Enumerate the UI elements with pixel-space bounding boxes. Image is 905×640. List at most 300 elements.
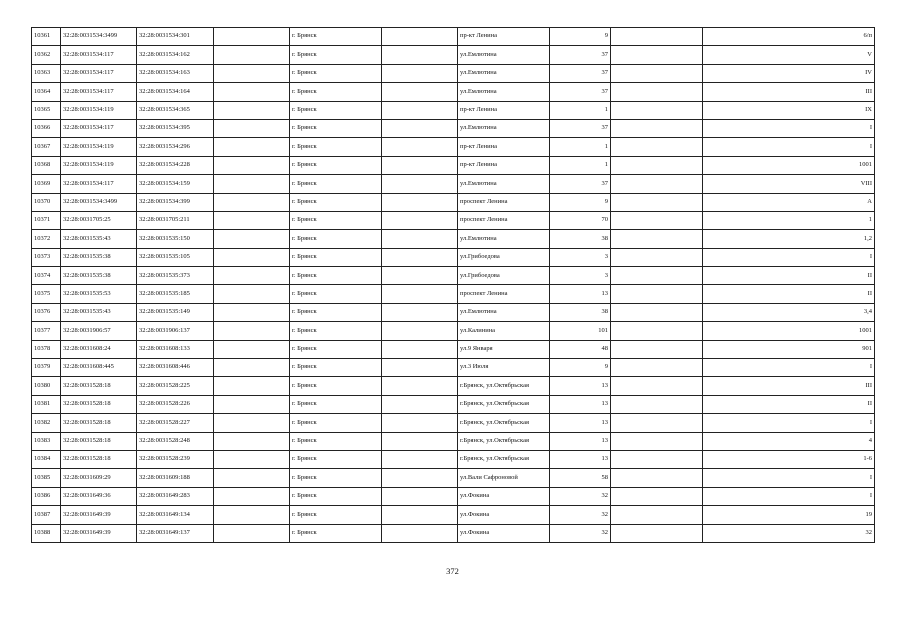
- parcel-cadastral-number-cell: 32:28:0031528:18: [61, 432, 137, 450]
- city-cell: г. Брянск: [290, 211, 382, 229]
- street-cell: проспект Ленина: [458, 211, 550, 229]
- premises-number-cell: 901: [703, 340, 875, 358]
- empty-cell: [214, 248, 290, 266]
- parcel-cadastral-number-cell: 32:28:0031609:29: [61, 469, 137, 487]
- empty-cell: [214, 156, 290, 174]
- object-cadastral-number-cell: 32:28:0031534:296: [137, 138, 214, 156]
- parcel-cadastral-number-cell: 32:28:0031528:18: [61, 377, 137, 395]
- parcel-cadastral-number-cell: 32:28:0031534:117: [61, 46, 137, 64]
- object-cadastral-number-cell: 32:28:0031528:248: [137, 432, 214, 450]
- empty-cell: [214, 469, 290, 487]
- document-page: [31, 27, 874, 543]
- empty-cell: [382, 101, 458, 119]
- empty-cell: [611, 267, 703, 285]
- object-cadastral-number-cell: 32:28:0031534:301: [137, 28, 214, 46]
- premises-number-cell: I: [703, 359, 875, 377]
- empty-cell: [611, 285, 703, 303]
- house-number-cell: 37: [550, 83, 611, 101]
- parcel-cadastral-number-cell: 32:28:0031534:3499: [61, 28, 137, 46]
- object-cadastral-number-cell: 32:28:0031649:283: [137, 487, 214, 505]
- house-number-cell: 13: [550, 432, 611, 450]
- page-number: 372: [446, 566, 459, 576]
- street-cell: г.Брянск, ул.Октябрьская: [458, 395, 550, 413]
- object-cadastral-number-cell: 32:28:0031535:373: [137, 267, 214, 285]
- row-number-cell: 10371: [32, 211, 61, 229]
- object-cadastral-number-cell: 32:28:0031534:163: [137, 64, 214, 82]
- empty-cell: [214, 267, 290, 285]
- empty-cell: [382, 303, 458, 321]
- city-cell: г. Брянск: [290, 83, 382, 101]
- house-number-cell: 37: [550, 46, 611, 64]
- table-row: [32, 340, 875, 358]
- row-number-cell: 10376: [32, 303, 61, 321]
- empty-cell: [382, 450, 458, 468]
- empty-cell: [382, 175, 458, 193]
- empty-cell: [611, 506, 703, 524]
- parcel-cadastral-number-cell: 32:28:0031528:18: [61, 450, 137, 468]
- city-cell: г. Брянск: [290, 469, 382, 487]
- row-number-cell: 10388: [32, 524, 61, 542]
- row-number-cell: 10369: [32, 175, 61, 193]
- empty-cell: [214, 83, 290, 101]
- object-cadastral-number-cell: 32:28:0031528:225: [137, 377, 214, 395]
- object-cadastral-number-cell: 32:28:0031906:137: [137, 322, 214, 340]
- street-cell: пр-кт Ленина: [458, 101, 550, 119]
- city-cell: г. Брянск: [290, 487, 382, 505]
- empty-cell: [214, 432, 290, 450]
- table-row: [32, 395, 875, 413]
- street-cell: ул.3 Июля: [458, 359, 550, 377]
- street-cell: ул.Калинина: [458, 322, 550, 340]
- house-number-cell: 32: [550, 506, 611, 524]
- empty-cell: [214, 28, 290, 46]
- object-cadastral-number-cell: 32:28:0031534:164: [137, 83, 214, 101]
- premises-number-cell: 6/п: [703, 28, 875, 46]
- city-cell: г. Брянск: [290, 303, 382, 321]
- object-cadastral-number-cell: 32:28:0031535:185: [137, 285, 214, 303]
- parcel-cadastral-number-cell: 32:28:0031528:18: [61, 414, 137, 432]
- object-cadastral-number-cell: 32:28:0031534:395: [137, 119, 214, 137]
- premises-number-cell: I: [703, 469, 875, 487]
- table-row: [32, 101, 875, 119]
- table-row: [32, 487, 875, 505]
- empty-cell: [382, 28, 458, 46]
- street-cell: ул.Грибоедова: [458, 248, 550, 266]
- empty-cell: [214, 340, 290, 358]
- empty-cell: [214, 175, 290, 193]
- empty-cell: [611, 175, 703, 193]
- empty-cell: [214, 193, 290, 211]
- empty-cell: [611, 138, 703, 156]
- empty-cell: [382, 506, 458, 524]
- house-number-cell: 32: [550, 524, 611, 542]
- house-number-cell: 58: [550, 469, 611, 487]
- object-cadastral-number-cell: 32:28:0031528:226: [137, 395, 214, 413]
- row-number-cell: 10372: [32, 230, 61, 248]
- table-row: [32, 267, 875, 285]
- row-number-cell: 10361: [32, 28, 61, 46]
- empty-cell: [214, 414, 290, 432]
- table-row: [32, 377, 875, 395]
- row-number-cell: 10387: [32, 506, 61, 524]
- house-number-cell: 37: [550, 119, 611, 137]
- empty-cell: [382, 46, 458, 64]
- premises-number-cell: 1001: [703, 156, 875, 174]
- empty-cell: [214, 322, 290, 340]
- house-number-cell: 101: [550, 322, 611, 340]
- empty-cell: [214, 285, 290, 303]
- parcel-cadastral-number-cell: 32:28:0031534:119: [61, 138, 137, 156]
- city-cell: г. Брянск: [290, 285, 382, 303]
- parcel-cadastral-number-cell: 32:28:0031534:119: [61, 156, 137, 174]
- empty-cell: [214, 46, 290, 64]
- table-row: [32, 450, 875, 468]
- street-cell: ул.Емлютина: [458, 230, 550, 248]
- table-row: [32, 469, 875, 487]
- street-cell: ул.Емлютина: [458, 303, 550, 321]
- empty-cell: [611, 156, 703, 174]
- house-number-cell: 38: [550, 230, 611, 248]
- table-row: [32, 303, 875, 321]
- city-cell: г. Брянск: [290, 193, 382, 211]
- empty-cell: [611, 487, 703, 505]
- empty-cell: [611, 83, 703, 101]
- row-number-cell: 10383: [32, 432, 61, 450]
- parcel-cadastral-number-cell: 32:28:0031534:117: [61, 175, 137, 193]
- empty-cell: [382, 64, 458, 82]
- empty-cell: [611, 432, 703, 450]
- empty-cell: [611, 414, 703, 432]
- empty-cell: [382, 395, 458, 413]
- empty-cell: [611, 322, 703, 340]
- city-cell: г. Брянск: [290, 230, 382, 248]
- empty-cell: [611, 248, 703, 266]
- empty-cell: [611, 211, 703, 229]
- table-row: [32, 175, 875, 193]
- empty-cell: [214, 506, 290, 524]
- row-number-cell: 10366: [32, 119, 61, 137]
- row-number-cell: 10386: [32, 487, 61, 505]
- parcel-cadastral-number-cell: 32:28:0031534:119: [61, 101, 137, 119]
- table-row: [32, 414, 875, 432]
- premises-number-cell: 3,4: [703, 303, 875, 321]
- cadastral-table: [31, 27, 875, 543]
- empty-cell: [611, 193, 703, 211]
- table-row: [32, 432, 875, 450]
- house-number-cell: 3: [550, 267, 611, 285]
- house-number-cell: 1: [550, 101, 611, 119]
- table-row: [32, 506, 875, 524]
- empty-cell: [214, 230, 290, 248]
- object-cadastral-number-cell: 32:28:0031535:105: [137, 248, 214, 266]
- parcel-cadastral-number-cell: 32:28:0031534:117: [61, 64, 137, 82]
- empty-cell: [214, 377, 290, 395]
- street-cell: пр-кт Ленина: [458, 28, 550, 46]
- street-cell: проспект Ленина: [458, 285, 550, 303]
- table-row: [32, 248, 875, 266]
- empty-cell: [214, 487, 290, 505]
- street-cell: г.Брянск, ул.Октябрьская: [458, 432, 550, 450]
- parcel-cadastral-number-cell: 32:28:0031534:3499: [61, 193, 137, 211]
- parcel-cadastral-number-cell: 32:28:0031705:25: [61, 211, 137, 229]
- object-cadastral-number-cell: 32:28:0031649:137: [137, 524, 214, 542]
- parcel-cadastral-number-cell: 32:28:0031535:53: [61, 285, 137, 303]
- street-cell: г.Брянск, ул.Октябрьская: [458, 414, 550, 432]
- street-cell: г.Брянск, ул.Октябрьская: [458, 450, 550, 468]
- parcel-cadastral-number-cell: 32:28:0031535:38: [61, 267, 137, 285]
- city-cell: г. Брянск: [290, 46, 382, 64]
- table-body: [32, 28, 875, 543]
- empty-cell: [382, 377, 458, 395]
- house-number-cell: 1: [550, 138, 611, 156]
- premises-number-cell: VIII: [703, 175, 875, 193]
- parcel-cadastral-number-cell: 32:28:0031534:117: [61, 83, 137, 101]
- city-cell: г. Брянск: [290, 28, 382, 46]
- empty-cell: [382, 432, 458, 450]
- object-cadastral-number-cell: 32:28:0031608:446: [137, 359, 214, 377]
- empty-cell: [611, 377, 703, 395]
- house-number-cell: 13: [550, 285, 611, 303]
- object-cadastral-number-cell: 32:28:0031609:188: [137, 469, 214, 487]
- parcel-cadastral-number-cell: 32:28:0031649:36: [61, 487, 137, 505]
- object-cadastral-number-cell: 32:28:0031608:133: [137, 340, 214, 358]
- premises-number-cell: I: [703, 138, 875, 156]
- premises-number-cell: II: [703, 395, 875, 413]
- street-cell: ул.Фокина: [458, 506, 550, 524]
- premises-number-cell: 19: [703, 506, 875, 524]
- house-number-cell: 37: [550, 64, 611, 82]
- row-number-cell: 10370: [32, 193, 61, 211]
- row-number-cell: 10382: [32, 414, 61, 432]
- parcel-cadastral-number-cell: 32:28:0031528:18: [61, 395, 137, 413]
- street-cell: ул.Грибоедова: [458, 267, 550, 285]
- premises-number-cell: II: [703, 267, 875, 285]
- row-number-cell: 10362: [32, 46, 61, 64]
- row-number-cell: 10374: [32, 267, 61, 285]
- table-row: [32, 28, 875, 46]
- house-number-cell: 9: [550, 193, 611, 211]
- table-row: [32, 119, 875, 137]
- house-number-cell: 13: [550, 414, 611, 432]
- row-number-cell: 10364: [32, 83, 61, 101]
- empty-cell: [214, 119, 290, 137]
- table-row: [32, 83, 875, 101]
- city-cell: г. Брянск: [290, 524, 382, 542]
- row-number-cell: 10380: [32, 377, 61, 395]
- house-number-cell: 13: [550, 395, 611, 413]
- table-row: [32, 46, 875, 64]
- object-cadastral-number-cell: 32:28:0031649:134: [137, 506, 214, 524]
- parcel-cadastral-number-cell: 32:28:0031649:39: [61, 524, 137, 542]
- city-cell: г. Брянск: [290, 395, 382, 413]
- empty-cell: [214, 524, 290, 542]
- house-number-cell: 9: [550, 28, 611, 46]
- empty-cell: [382, 230, 458, 248]
- table-row: [32, 524, 875, 542]
- empty-cell: [382, 487, 458, 505]
- empty-cell: [611, 340, 703, 358]
- house-number-cell: 13: [550, 450, 611, 468]
- city-cell: г. Брянск: [290, 248, 382, 266]
- row-number-cell: 10367: [32, 138, 61, 156]
- row-number-cell: 10363: [32, 64, 61, 82]
- row-number-cell: 10378: [32, 340, 61, 358]
- row-number-cell: 10377: [32, 322, 61, 340]
- parcel-cadastral-number-cell: 32:28:0031534:117: [61, 119, 137, 137]
- empty-cell: [382, 138, 458, 156]
- city-cell: г. Брянск: [290, 432, 382, 450]
- street-cell: ул.Емлютина: [458, 46, 550, 64]
- city-cell: г. Брянск: [290, 267, 382, 285]
- street-cell: пр-кт Ленина: [458, 138, 550, 156]
- empty-cell: [611, 450, 703, 468]
- table-row: [32, 322, 875, 340]
- house-number-cell: 38: [550, 303, 611, 321]
- city-cell: г. Брянск: [290, 101, 382, 119]
- parcel-cadastral-number-cell: 32:28:0031535:38: [61, 248, 137, 266]
- empty-cell: [214, 395, 290, 413]
- table-row: [32, 285, 875, 303]
- row-number-cell: 10368: [32, 156, 61, 174]
- row-number-cell: 10385: [32, 469, 61, 487]
- premises-number-cell: IV: [703, 64, 875, 82]
- row-number-cell: 10365: [32, 101, 61, 119]
- house-number-cell: 13: [550, 377, 611, 395]
- premises-number-cell: 1,2: [703, 230, 875, 248]
- row-number-cell: 10381: [32, 395, 61, 413]
- parcel-cadastral-number-cell: 32:28:0031608:24: [61, 340, 137, 358]
- city-cell: г. Брянск: [290, 64, 382, 82]
- city-cell: г. Брянск: [290, 359, 382, 377]
- house-number-cell: 9: [550, 359, 611, 377]
- empty-cell: [611, 303, 703, 321]
- table-row: [32, 230, 875, 248]
- city-cell: г. Брянск: [290, 156, 382, 174]
- premises-number-cell: III: [703, 83, 875, 101]
- empty-cell: [382, 524, 458, 542]
- house-number-cell: 3: [550, 248, 611, 266]
- row-number-cell: 10373: [32, 248, 61, 266]
- premises-number-cell: 1001: [703, 322, 875, 340]
- street-cell: ул.Емлютина: [458, 175, 550, 193]
- empty-cell: [214, 138, 290, 156]
- table-row: [32, 359, 875, 377]
- empty-cell: [611, 119, 703, 137]
- object-cadastral-number-cell: 32:28:0031534:365: [137, 101, 214, 119]
- row-number-cell: 10375: [32, 285, 61, 303]
- empty-cell: [382, 119, 458, 137]
- city-cell: г. Брянск: [290, 506, 382, 524]
- house-number-cell: 70: [550, 211, 611, 229]
- empty-cell: [214, 359, 290, 377]
- street-cell: ул.Фокина: [458, 487, 550, 505]
- empty-cell: [382, 322, 458, 340]
- table-row: [32, 156, 875, 174]
- empty-cell: [382, 211, 458, 229]
- object-cadastral-number-cell: 32:28:0031528:239: [137, 450, 214, 468]
- empty-cell: [382, 156, 458, 174]
- city-cell: г. Брянск: [290, 450, 382, 468]
- empty-cell: [611, 524, 703, 542]
- street-cell: ул.9 Января: [458, 340, 550, 358]
- empty-cell: [611, 230, 703, 248]
- premises-number-cell: III: [703, 377, 875, 395]
- row-number-cell: 10379: [32, 359, 61, 377]
- city-cell: г. Брянск: [290, 175, 382, 193]
- parcel-cadastral-number-cell: 32:28:0031535:43: [61, 303, 137, 321]
- premises-number-cell: 1: [703, 211, 875, 229]
- empty-cell: [214, 303, 290, 321]
- parcel-cadastral-number-cell: 32:28:0031608:445: [61, 359, 137, 377]
- object-cadastral-number-cell: 32:28:0031534:162: [137, 46, 214, 64]
- parcel-cadastral-number-cell: 32:28:0031649:39: [61, 506, 137, 524]
- empty-cell: [382, 340, 458, 358]
- street-cell: ул.Емлютина: [458, 119, 550, 137]
- city-cell: г. Брянск: [290, 322, 382, 340]
- house-number-cell: 48: [550, 340, 611, 358]
- object-cadastral-number-cell: 32:28:0031535:149: [137, 303, 214, 321]
- house-number-cell: 37: [550, 175, 611, 193]
- premises-number-cell: II: [703, 285, 875, 303]
- premises-number-cell: 32: [703, 524, 875, 542]
- parcel-cadastral-number-cell: 32:28:0031906:57: [61, 322, 137, 340]
- object-cadastral-number-cell: 32:28:0031534:399: [137, 193, 214, 211]
- premises-number-cell: IX: [703, 101, 875, 119]
- empty-cell: [611, 359, 703, 377]
- empty-cell: [214, 101, 290, 119]
- city-cell: г. Брянск: [290, 119, 382, 137]
- empty-cell: [611, 469, 703, 487]
- table-row: [32, 138, 875, 156]
- premises-number-cell: V: [703, 46, 875, 64]
- empty-cell: [382, 414, 458, 432]
- table-row: [32, 64, 875, 82]
- premises-number-cell: I: [703, 248, 875, 266]
- empty-cell: [611, 46, 703, 64]
- street-cell: ул.Емлютина: [458, 64, 550, 82]
- city-cell: г. Брянск: [290, 138, 382, 156]
- empty-cell: [611, 64, 703, 82]
- city-cell: г. Брянск: [290, 414, 382, 432]
- object-cadastral-number-cell: 32:28:0031534:159: [137, 175, 214, 193]
- row-number-cell: 10384: [32, 450, 61, 468]
- street-cell: ул.Емлютина: [458, 83, 550, 101]
- table-row: [32, 193, 875, 211]
- empty-cell: [214, 64, 290, 82]
- street-cell: пр-кт Ленина: [458, 156, 550, 174]
- empty-cell: [382, 193, 458, 211]
- empty-cell: [611, 101, 703, 119]
- empty-cell: [382, 285, 458, 303]
- premises-number-cell: I: [703, 414, 875, 432]
- premises-number-cell: I: [703, 119, 875, 137]
- house-number-cell: 32: [550, 487, 611, 505]
- street-cell: ул.Фокина: [458, 524, 550, 542]
- empty-cell: [214, 450, 290, 468]
- empty-cell: [611, 395, 703, 413]
- object-cadastral-number-cell: 32:28:0031705:211: [137, 211, 214, 229]
- street-cell: ул.Вали Сафроновой: [458, 469, 550, 487]
- empty-cell: [382, 469, 458, 487]
- premises-number-cell: I: [703, 487, 875, 505]
- empty-cell: [382, 83, 458, 101]
- empty-cell: [611, 28, 703, 46]
- object-cadastral-number-cell: 32:28:0031528:227: [137, 414, 214, 432]
- premises-number-cell: 1-6: [703, 450, 875, 468]
- house-number-cell: 1: [550, 156, 611, 174]
- parcel-cadastral-number-cell: 32:28:0031535:43: [61, 230, 137, 248]
- table-row: [32, 211, 875, 229]
